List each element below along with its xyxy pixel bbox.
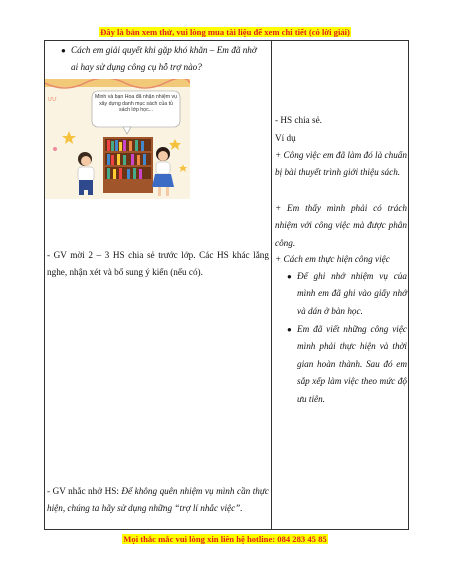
hotline-banner-text: Mọi thắc mắc vui lòng xin liên hệ hotline: 084 283 45 85 [123,534,327,544]
bullet-dot-icon: ● [287,272,292,281]
method-bullet-text-1: Để ghi nhớ nhiệm vụ của mình em đã ghi vào giấy nhớ và dán ở bàn học. [297,271,407,316]
method-bullet-2 [287,321,407,408]
example-label: Ví dụ [275,133,296,143]
content-table [44,40,409,530]
example-item-1: + Công việc em đã làm đó là chuẩn bị bài thuyết trình giới thiệu sách. [275,150,407,178]
question-bullet [61,42,259,77]
bullet-dot-icon: ● [61,46,66,55]
reminder-prefix: - GV nhắc nhở HS: [47,486,122,496]
library-illustration [45,79,190,199]
method-bullet-text-2: Em đã viết những công việc mình phải thực hiện và thời gian hoàn thành. Sau đó em sắp xếp làm việc theo mức độ ưu tiên. [297,324,407,404]
teacher-reminder [47,483,269,518]
svg-text:ƯƯ: ƯƯ [48,97,57,103]
preview-banner [0,27,450,37]
hotline-banner [0,534,450,544]
student-share: - HS chia sẻ. [275,115,322,125]
example-item-2: + Em thấy mình phải có trách nhiệm với công việc mà được phân công. [275,203,407,248]
teacher-activity-column [45,41,271,529]
student-activity-column [272,41,410,529]
teacher-invites-sharing: - GV mời 2 – 3 HS chia sẻ trước lớp. Các HS khác lắng nghe, nhận xét và bổ sung ý kiến (nếu có). [47,250,269,278]
method-bullet-1 [287,268,407,320]
example-item-3: + Cách em thực hiện công việc [275,254,390,264]
preview-banner-text: Đây là bản xem thử, vui lòng mua tài liệu để xem chi tiết (có lời giải) [100,27,350,37]
question-text: Cách em giải quyết khi gặp khó khăn – Em đã nhờ ai hay sử dụng công cụ hỗ trợ nào? [71,45,257,73]
reminder-italic: Để không quên nhiệm vụ mình cần thực hiện, chúng ta hãy sử dụng những “trợ lí nhắc việc”. [47,486,269,514]
speech-bubble-text: Minh và bạn Hoa đã nhận nhiệm vụ xây dựng danh mục sách của tủ sách lớp học... [95,94,177,114]
bullet-dot-icon: ● [287,325,292,334]
